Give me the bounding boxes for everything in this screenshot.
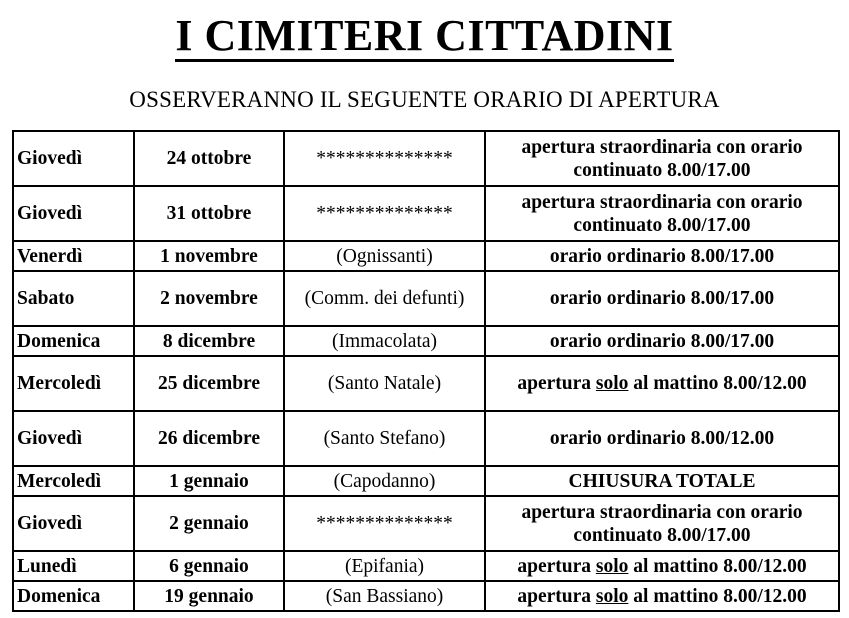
hours-text-post: al mattino 8.00/12.00	[628, 373, 807, 394]
hours-cell	[485, 581, 839, 611]
hours-text-post: al mattino 8.00/12.00	[628, 555, 807, 577]
table-row	[13, 411, 839, 466]
note-cell: (Santo Stefano)	[284, 411, 485, 466]
date-cell: 31 ottobre	[134, 186, 284, 241]
hours-text-underlined: solo	[595, 373, 629, 394]
table-row	[13, 186, 839, 241]
table-row	[13, 581, 839, 611]
day-cell: Mercoledì	[13, 466, 134, 496]
day-cell: Giovedì	[13, 411, 134, 466]
note-cell: **************	[284, 496, 485, 551]
hours-text-underlined: solo	[595, 555, 629, 577]
note-cell: (Santo Natale)	[284, 356, 485, 411]
hours-cell: apertura straordinaria con orario continuato 8.00/17.00	[485, 131, 839, 186]
date-cell: 19 gennaio	[134, 581, 284, 611]
table-row	[13, 551, 839, 581]
hours-text-pre: apertura	[517, 373, 596, 394]
date-cell: 2 novembre	[134, 271, 284, 326]
day-cell: Giovedì	[13, 186, 134, 241]
table-row	[13, 271, 839, 326]
note-cell: (Ognissanti)	[284, 241, 485, 271]
opening-hours-table	[12, 130, 840, 612]
note-cell: **************	[284, 131, 485, 186]
day-cell: Venerdì	[13, 241, 134, 271]
hours-text-pre: apertura	[517, 585, 596, 607]
date-cell: 24 ottobre	[134, 131, 284, 186]
note-cell: (Epifania)	[284, 551, 485, 581]
day-cell: Giovedì	[13, 131, 134, 186]
hours-text-pre: apertura	[517, 555, 596, 577]
date-cell: 1 novembre	[134, 241, 284, 271]
table-row	[13, 466, 839, 496]
hours-cell: apertura straordinaria con orario continuato 8.00/17.00	[485, 186, 839, 241]
day-cell: Giovedì	[13, 496, 134, 551]
note-cell: (Comm. dei defunti)	[284, 271, 485, 326]
table-row	[13, 356, 839, 411]
table-row	[13, 131, 839, 186]
hours-cell: orario ordinario 8.00/12.00	[485, 411, 839, 466]
table-row	[13, 496, 839, 551]
date-cell: 1 gennaio	[134, 466, 284, 496]
date-cell: 26 dicembre	[134, 411, 284, 466]
date-cell: 8 dicembre	[134, 326, 284, 356]
hours-cell	[485, 356, 839, 411]
hours-cell	[485, 551, 839, 581]
note-cell: (Immacolata)	[284, 326, 485, 356]
day-cell: Domenica	[13, 581, 134, 611]
hours-text-underlined: solo	[595, 585, 629, 607]
date-cell: 6 gennaio	[134, 551, 284, 581]
table-row	[13, 326, 839, 356]
hours-cell: orario ordinario 8.00/17.00	[485, 326, 839, 356]
hours-cell: CHIUSURA TOTALE	[485, 466, 839, 496]
hours-cell: orario ordinario 8.00/17.00	[485, 241, 839, 271]
hours-cell: orario ordinario 8.00/17.00	[485, 271, 839, 326]
hours-text-post: al mattino 8.00/12.00	[628, 585, 807, 607]
day-cell: Domenica	[13, 326, 134, 356]
note-cell: **************	[284, 186, 485, 241]
table-row	[13, 241, 839, 271]
day-cell: Lunedì	[13, 551, 134, 581]
date-cell: 2 gennaio	[134, 496, 284, 551]
page-title: I CIMITERI CITTADINI	[175, 11, 674, 60]
date-cell: 25 dicembre	[134, 356, 284, 411]
day-cell: Sabato	[13, 271, 134, 326]
page-subtitle: OSSERVERANNO IL SEGUENTE ORARIO DI APERTURA	[129, 87, 720, 112]
note-cell: (Capodanno)	[284, 466, 485, 496]
note-cell: (San Bassiano)	[284, 581, 485, 611]
page-title-wrapper	[0, 11, 849, 62]
day-cell: Mercoledì	[13, 356, 134, 411]
hours-cell: apertura straordinaria con orario continuato 8.00/17.00	[485, 496, 839, 551]
